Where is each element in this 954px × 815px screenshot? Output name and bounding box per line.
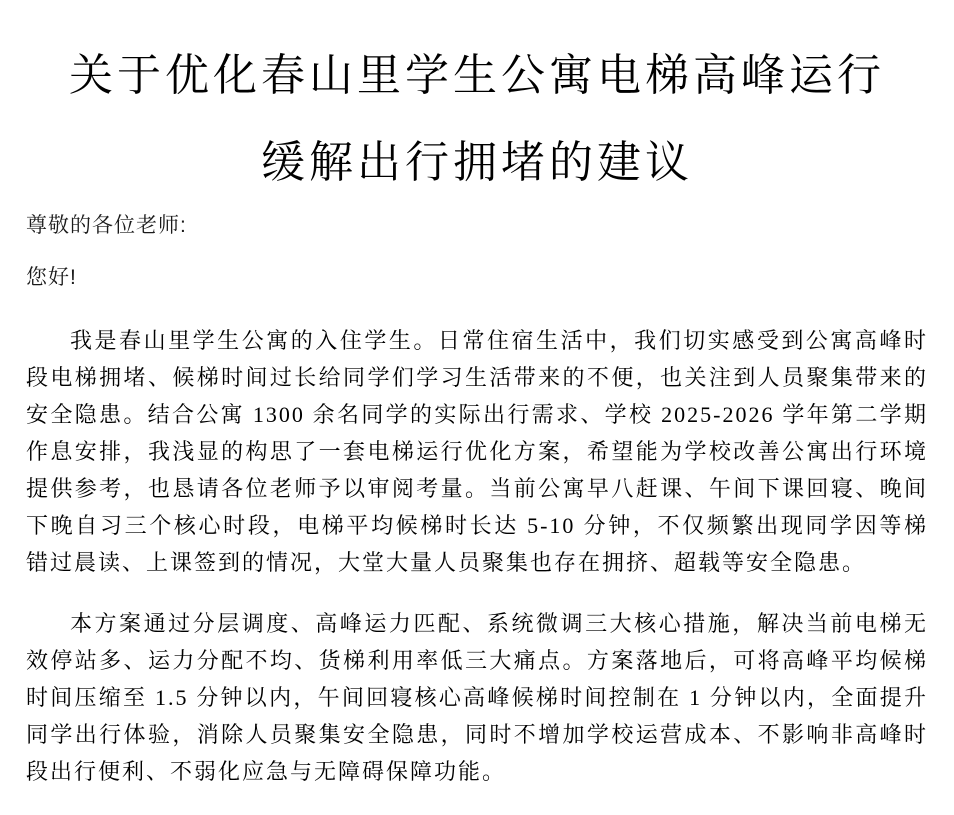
- salutation-line: 尊敬的各位老师:: [26, 214, 187, 237]
- title-line-1: 关于优化春山里学生公寓电梯高峰运行: [69, 51, 885, 100]
- body-paragraph-1: 我是春山里学生公寓的入住学生。日常住宿生活中，我们切实感受到公寓高峰时段电梯拥堵、候梯时间过长给同学们学习生活带来的不便，也关注到人员聚集带来的安全隐患。结合公寓 1300 余名同学的实际出行需求、学校 2025-2026 学年第二学期作息安排，我浅显的构思了一套电梯运行优化方案，希望能为学校改善公寓出行环境提供参考，也恳请各位老师予以审阅考量。当前公寓早八赶课、午间下课回寝、晚间下晚自习三个核心时段，电梯平均候梯时长达 5-10 分钟，不仅频繁出现同学因等梯错过晨读、上课签到的情况，大堂大量人员聚集也存在拥挤、超载等安全隐患。: [26, 328, 928, 575]
- title-line-2: 缓解出行拥堵的建议: [261, 138, 693, 187]
- body-paragraph-2: 本方案通过分层调度、高峰运力匹配、系统微调三大核心措施，解决当前电梯无效停站多、运力分配不均、货梯利用率低三大痛点。方案落地后，可将高峰平均候梯时间压缩至 1.5 分钟以内，午间回寝核心高峰候梯时间控制在 1 分钟以内，全面提升同学出行体验，消除人员聚集安全隐患，同时不增加学校运营成本、不影响非高峰时段出行便利、不弱化应急与无障碍保障功能。: [26, 611, 928, 784]
- document-title: [26, 0, 928, 206]
- greeting-line: 您好!: [26, 266, 77, 289]
